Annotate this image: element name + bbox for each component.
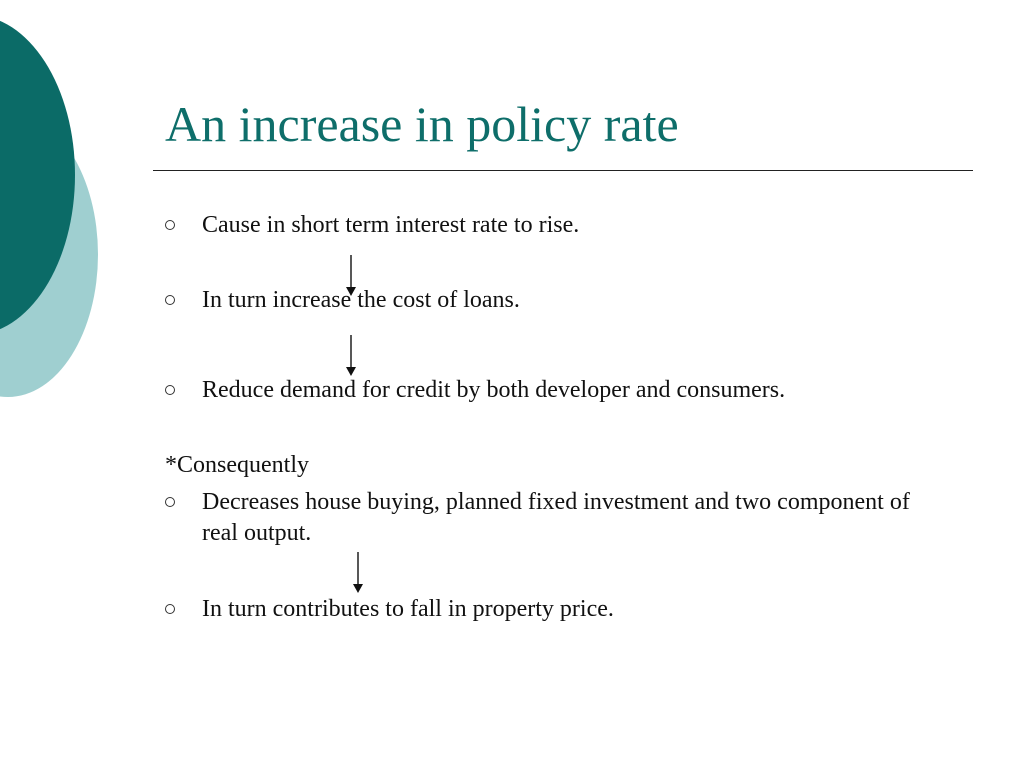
bullet-text: Decreases house buying, planned fixed investment and two component of real output. [202,489,910,546]
bullet-text: Cause in short term interest rate to rise. [202,212,580,238]
hollow-circle-bullet-icon [165,604,175,614]
slide-title: An increase in policy rate [165,96,679,152]
bullet-text: In turn contributes to fall in property price. [202,596,614,622]
hollow-circle-bullet-icon [165,385,175,395]
consequently-label: *Consequently [165,452,309,478]
bullet-text: Reduce demand for credit by both developer and consumers. [202,377,786,403]
down-arrow-icon [352,552,364,594]
hollow-circle-bullet-icon [165,220,175,230]
hollow-circle-bullet-icon [165,497,175,507]
hollow-circle-bullet-icon [165,295,175,305]
bullet-text: In turn increase the cost of loans. [202,287,520,313]
down-arrow-icon [345,335,357,377]
title-divider [153,170,973,171]
